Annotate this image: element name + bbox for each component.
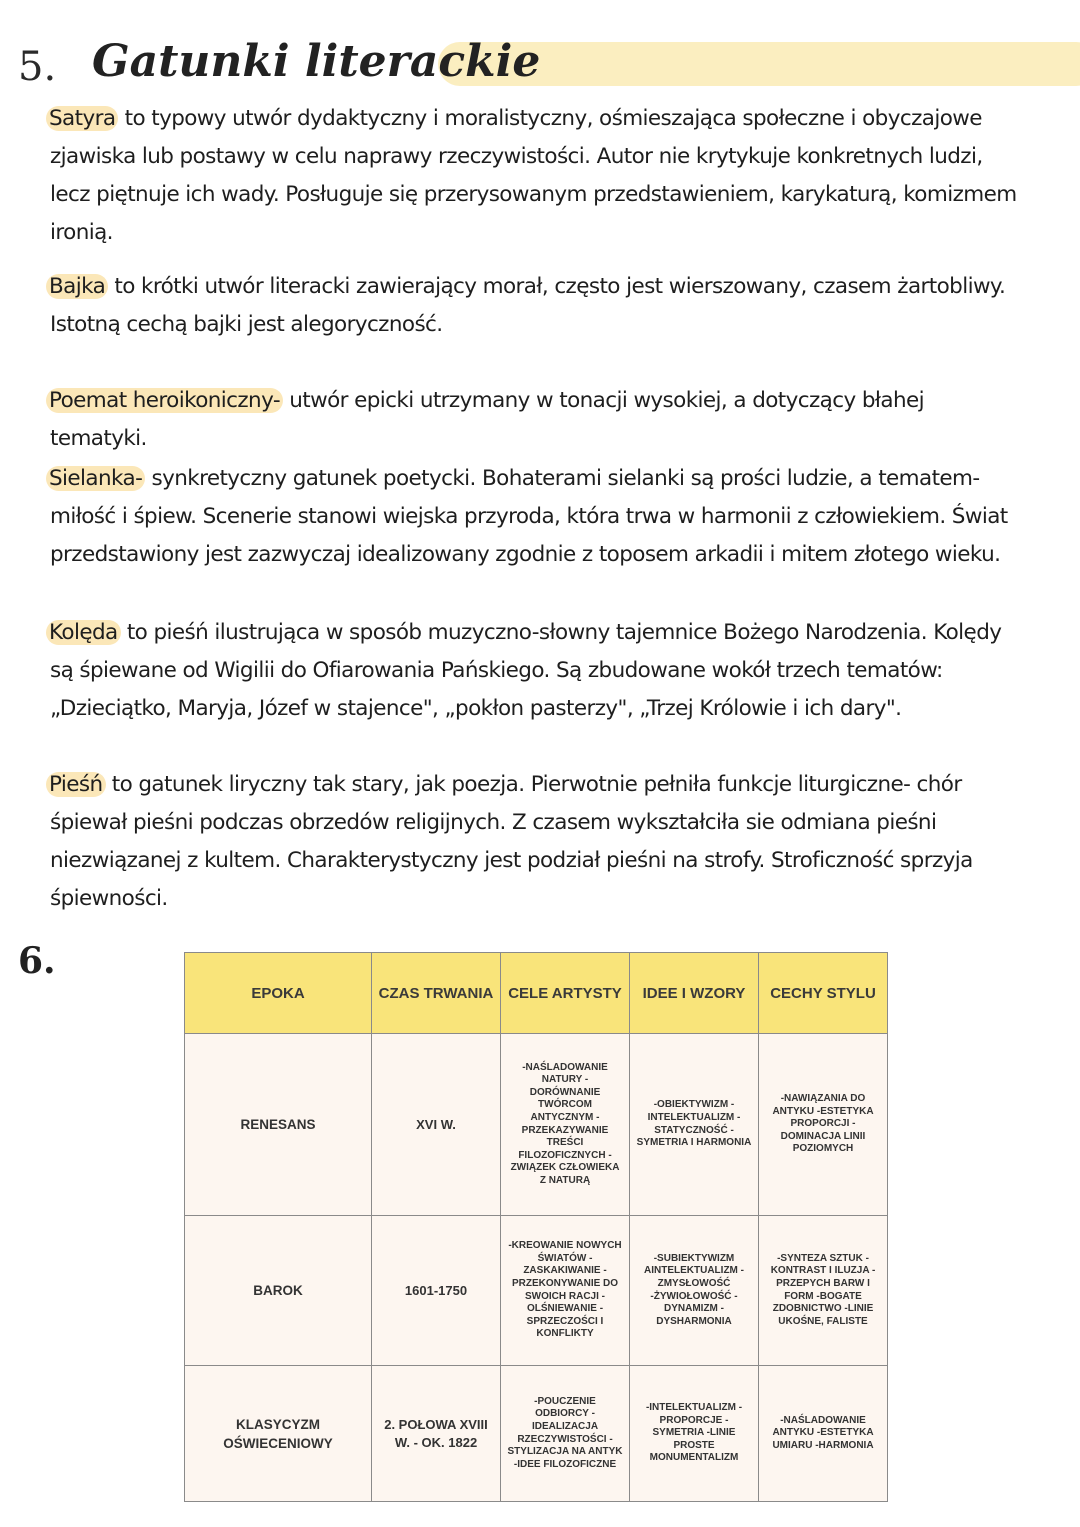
paragraph-bajka (50, 268, 1025, 344)
header-epoka: EPOKA (185, 953, 372, 1034)
section-6-number: 6. (18, 940, 56, 982)
cell-cechy: -SYNTEZA SZTUK -KONTRAST I ILUZJA -PRZEPYCH BARW I FORM -BOGATE ZDOBNICTWO -LINIE UKOŚNE, FALISTE (759, 1216, 888, 1366)
cell-epoka: BAROK (185, 1216, 372, 1366)
cell-idee: -OBIEKTYWIZM -INTELEKTUALIZM -STATYCZNOŚĆ -SYMETRIA I HARMONIA (630, 1034, 759, 1216)
cell-cele: -POUCZENIE ODBIORCY -IDEALIZACJA RZECZYWISTOŚCI -STYLIZACJA NA ANTYK -IDEE FILOZOFICZNE (501, 1366, 630, 1502)
epochs-table (184, 952, 888, 1502)
term-poemat: Poemat heroikoniczny- (46, 388, 283, 413)
cell-epoka: KLASYCYZM OŚWIECENIOWY (185, 1366, 372, 1502)
cell-cechy: -NAWIĄZANIA DO ANTYKU -ESTETYKA PROPORCJI -DOMINACJA LINII POZIOMYCH (759, 1034, 888, 1216)
paragraph-piesn (50, 766, 1025, 918)
definition-satyra: to typowy utwór dydaktyczny i moralistyczny, ośmieszająca społeczne i obyczajowe zjawiska lub postawy w celu naprawy rzeczywistości. Autor nie krytykuje konkretnych ludzi, lecz piętnuje ich wady. Posługuje się przerysowanym przedstawieniem, karykaturą, komizmem ironią. (50, 106, 1017, 245)
cell-czas: 1601-1750 (372, 1216, 501, 1366)
cell-czas: XVI W. (372, 1034, 501, 1216)
header-czas-trwania: CZAS TRWANIA (372, 953, 501, 1034)
header-cechy-stylu: CECHY STYLU (759, 953, 888, 1034)
definition-bajka: to krótki utwór literacki zawierający morał, często jest wierszowany, czasem żartobliwy. Istotną cechą bajki jest alegoryczność. (50, 274, 1006, 337)
term-koleda: Kolęda (46, 620, 121, 645)
table-row (185, 1366, 888, 1502)
cell-idee: -INTELEKTUALIZM -PROPORCJE -SYMETRIA -LINIE PROSTE MONUMENTALIZM (630, 1366, 759, 1502)
definition-poemat: utwór epicki utrzymany w tonacji wysokiej, a dotyczący błahej tematyki. (50, 388, 924, 451)
table-row (185, 1034, 888, 1216)
term-piesn: Pieśń (46, 772, 106, 797)
header-idee-i-wzory: IDEE I WZORY (630, 953, 759, 1034)
section-5-title: Gatunki literackie (92, 36, 541, 87)
cell-idee: -SUBIEKTYWIZM AINTELEKTUALIZM -ZMYSŁOWOŚĆ -ŻYWIOŁOWOŚĆ -DYNAMIZM -DYSHARMONIA (630, 1216, 759, 1366)
paragraph-sielanka (50, 460, 1025, 574)
term-sielanka: Sielanka- (46, 466, 145, 491)
definition-piesn: to gatunek liryczny tak stary, jak poezja. Pierwotnie pełniła funkcje liturgiczne- chór śpiewał pieśni podczas obrzedów religijnych. Z czasem wykształciła sie odmiana pieśni niezwiązanej z kultem. Charakterystyczny jest podział pieśni na strofy. Stroficzność sprzyja śpiewności. (50, 772, 973, 911)
paragraph-satyra (50, 100, 1025, 252)
paragraph-poemat (50, 382, 1025, 458)
table-header-row (185, 953, 888, 1034)
term-bajka: Bajka (46, 274, 108, 299)
cell-cele: -KREOWANIE NOWYCH ŚWIATÓW -ZASKAKIWANIE -PRZEKONYWANIE DO SWOICH RACJI -OLŚNIEWANIE -SPRZECZOŚCI I KONFLIKTY (501, 1216, 630, 1366)
table-row (185, 1216, 888, 1366)
cell-cechy: -NAŚLADOWANIE ANTYKU -ESTETYKA UMIARU -HARMONIA (759, 1366, 888, 1502)
definition-sielanka: synkretyczny gatunek poetycki. Bohaterami sielanki są prości ludzie, a tematem- miłość i śpiew. Scenerie stanowi wiejska przyroda, która trwa w harmonii z człowiekiem. Świat przedstawiony jest zazwyczaj idealizowany zgodnie z toposem arkadii i mitem złotego wieku. (50, 466, 1008, 567)
definition-koleda: to pieśń ilustrująca w sposób muzyczno-słowny tajemnice Bożego Narodzenia. Kolędy są śpiewane od Wigilii do Ofiarowania Pańskiego. Są zbudowane wokół trzech tematów: „Dzieciątko, Maryja, Józef w stajence", „pokłon pasterzy", „Trzej Królowie i ich dary". (50, 620, 1002, 721)
header-cele-artysty: CELE ARTYSTY (501, 953, 630, 1034)
paragraph-koleda (50, 614, 1025, 728)
cell-cele: -NAŚLADOWANIE NATURY -DORÓWNANIE TWÓRCOM ANTYCZNYM -PRZEKAZYWANIE TREŚCI FILOZOFICZNYCH -ZWIĄZEK CZŁOWIEKA Z NATURĄ (501, 1034, 630, 1216)
cell-czas: 2. POŁOWA XVIII W. - OK. 1822 (372, 1366, 501, 1502)
term-satyra: Satyra (46, 106, 118, 131)
cell-epoka: RENESANS (185, 1034, 372, 1216)
section-5-number: 5. (18, 44, 57, 90)
